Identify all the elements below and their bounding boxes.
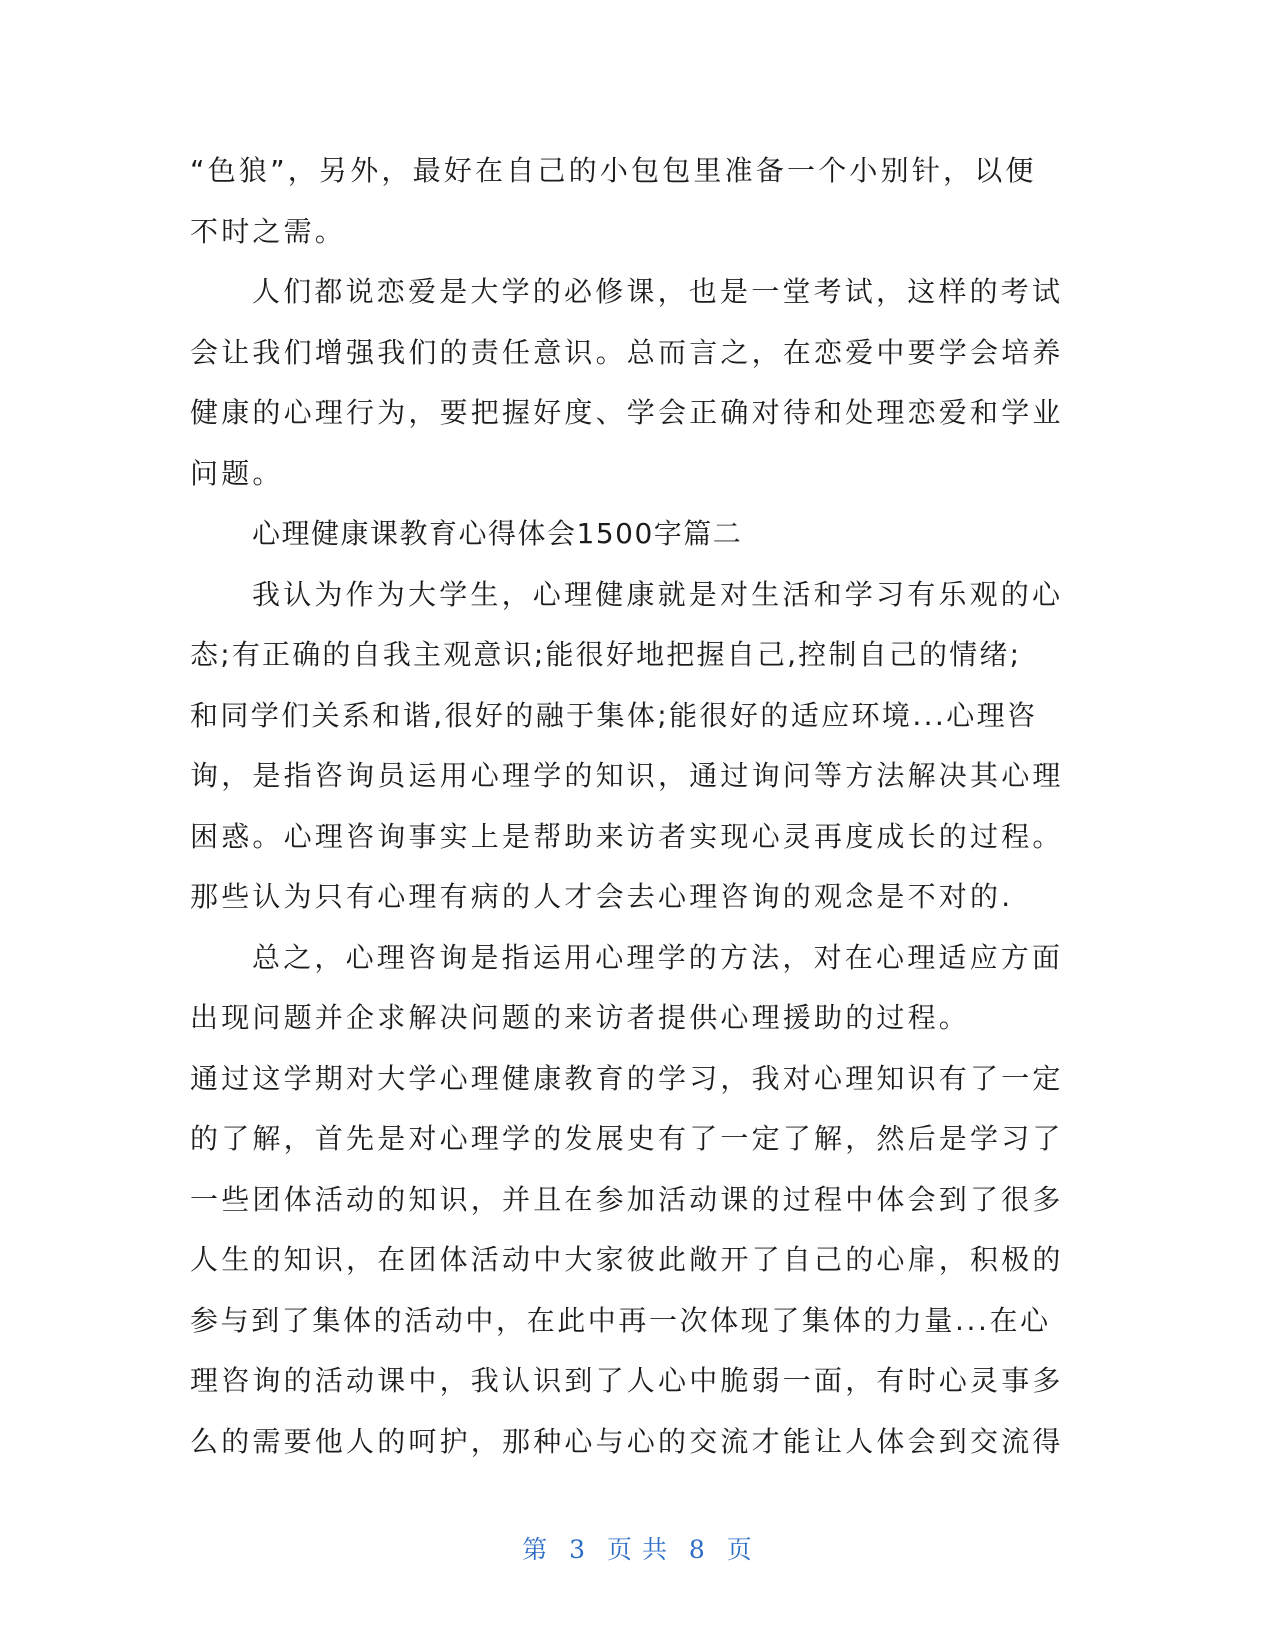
- document-body: [190, 141, 1090, 1472]
- text-line: 出现问题并企求解决问题的来访者提供心理援助的过程。: [190, 1001, 971, 1034]
- text-line: 问题。: [190, 456, 284, 490]
- total-page-count: 8: [688, 1535, 706, 1564]
- text-line: 态;有正确的自我主观意识;能很好地把握自己,控制自己的情绪;: [190, 638, 1022, 671]
- page-footer: [0, 1530, 1275, 1566]
- text-line: 一些团体活动的知识，并且在参加活动课的过程中体会到了很多: [190, 1182, 1064, 1216]
- paragraph-start: 人们都说恋爱是大学的必修课，也是一堂考试，这样的考试: [252, 275, 1064, 308]
- footer-suffix: 页: [726, 1535, 753, 1564]
- footer-prefix: 第: [522, 1535, 549, 1564]
- text-line: 会让我们增强我们的责任意识。总而言之，在恋爱中要学会培养: [190, 335, 1064, 369]
- text-line: 理咨询的活动课中，我认识到了人心中脆弱一面，有时心灵事多: [190, 1364, 1064, 1397]
- footer-middle: 页 共: [607, 1535, 668, 1564]
- paragraph-start: 总之，心理咨询是指运用心理学的方法，对在心理适应方面: [252, 940, 1064, 974]
- text-line: 和同学们关系和谐,很好的融于集体;能很好的适应环境...心理咨: [190, 698, 1038, 732]
- text-line: 询，是指咨询员运用心理学的知识，通过询问等方法解决其心理: [190, 759, 1064, 792]
- section-heading: 心理健康课教育心得体会1500字篇二: [252, 517, 743, 550]
- text-line: 的了解，首先是对心理学的发展史有了一定了解，然后是学习了: [190, 1122, 1064, 1155]
- text-line: 参与到了集体的活动中，在此中再一次体现了集体的力量...在心: [190, 1303, 1051, 1337]
- paragraph-start: 我认为作为大学生，心理健康就是对生活和学习有乐观的心: [252, 577, 1064, 611]
- text-line: 么的需要他人的呵护，那种心与心的交流才能让人体会到交流得: [190, 1424, 1064, 1458]
- text-line: 人生的知识，在团体活动中大家彼此敞开了自己的心扉，积极的: [190, 1243, 1064, 1276]
- text-line: 不时之需。: [190, 214, 347, 248]
- text-line: 健康的心理行为，要把握好度、学会正确对待和处理恋爱和学业: [190, 396, 1064, 429]
- text-line: “色狼”，另外，最好在自己的小包包里准备一个小别针，以便: [190, 154, 1037, 187]
- text-line: 困惑。心理咨询事实上是帮助来访者实现心灵再度成长的过程。: [190, 819, 1064, 853]
- paragraph-start: 通过这学期对大学心理健康教育的学习，我对心理知识有了一定: [190, 1061, 1064, 1095]
- text-line: 那些认为只有心理有病的人才会去心理咨询的观念是不对的.: [190, 880, 1014, 913]
- current-page-number: 3: [569, 1535, 587, 1564]
